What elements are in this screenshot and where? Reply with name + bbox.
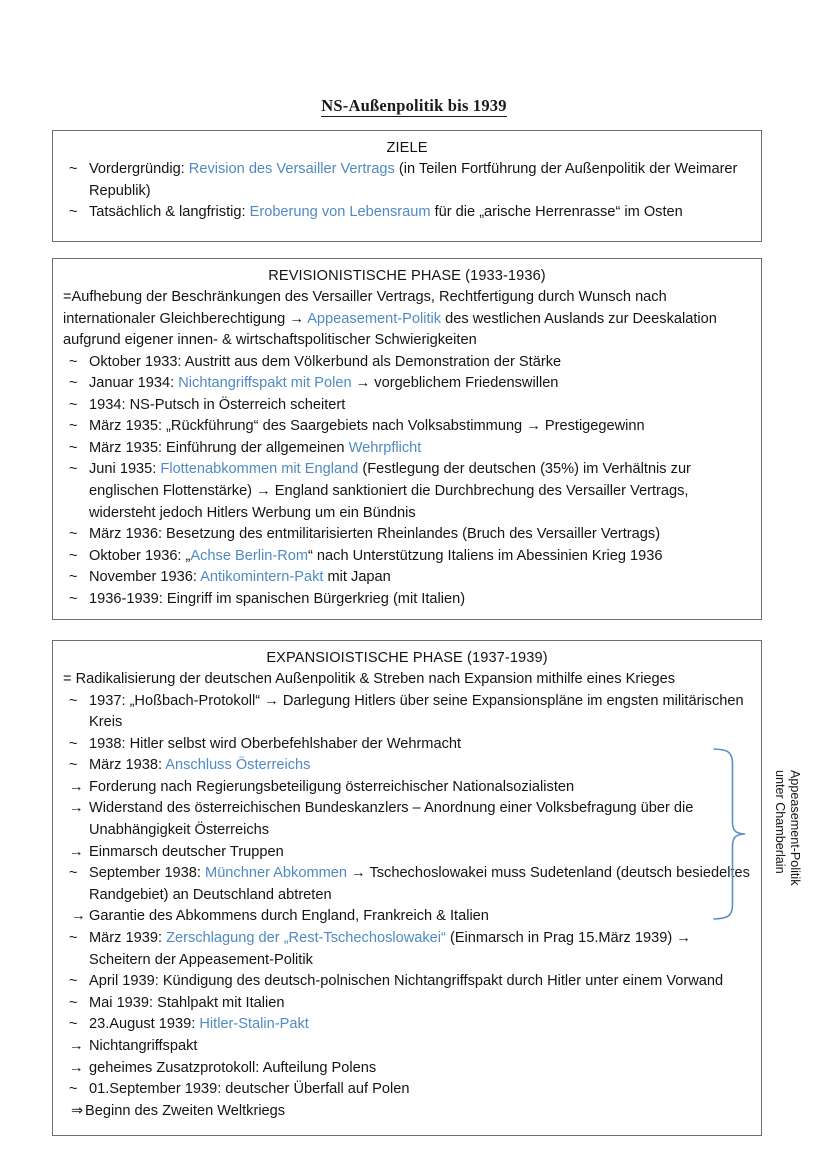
- text-run: September 1938:: [89, 865, 206, 882]
- highlighted-term: Antikomintern-Pakt: [200, 569, 324, 586]
- list-item: [63, 971, 751, 993]
- arrow-bullet-icon: →: [69, 1059, 84, 1076]
- list-item: [63, 798, 751, 841]
- list-item-text: [89, 1038, 197, 1054]
- list-item: [63, 863, 751, 906]
- text-run: Oktober 1933: Austritt aus dem Völkerbund als Demonstration der Stärke: [89, 353, 562, 370]
- list-item-text: [89, 591, 465, 607]
- section-expansionistische-phase-lead: [63, 669, 751, 691]
- list-item-text: [89, 161, 737, 199]
- list-item: [63, 459, 751, 524]
- list-item: [63, 416, 751, 438]
- arrow-bullet-icon: ⇒: [71, 1102, 84, 1119]
- section-expansionistische-phase: [52, 640, 762, 1136]
- text-run: → Tschechoslowakei muss Sudetenland (deutsch besiedeltes Randgebiet) an Deutschland abtreten: [89, 865, 750, 903]
- page-title: [0, 96, 828, 116]
- list-item: [63, 777, 751, 799]
- side-annotation-line2: unter Chamberlain: [773, 770, 787, 874]
- list-item-text: [89, 779, 574, 795]
- list-item-text: [89, 440, 421, 456]
- list-item-text: [89, 1081, 409, 1097]
- list-item: [63, 691, 751, 734]
- list-item-text: [89, 204, 683, 220]
- highlighted-term: Flottenabkommen mit England: [160, 461, 359, 478]
- list-item: [63, 438, 751, 460]
- list-item: [63, 842, 751, 864]
- list-item: [63, 755, 751, 777]
- list-item: [63, 1036, 751, 1058]
- tilde-bullet-icon: ~: [69, 461, 78, 478]
- list-item: [63, 906, 751, 928]
- text-run: = Radikalisierung der deutschen Außenpolitik & Streben nach Expansion mithilfe eines Krieges: [63, 671, 676, 687]
- tilde-bullet-icon: ~: [69, 161, 78, 177]
- list-item-text: [89, 397, 345, 413]
- list-item-text: [89, 973, 723, 989]
- text-run: Januar 1934:: [89, 375, 179, 392]
- tilde-bullet-icon: ~: [69, 757, 78, 774]
- highlighted-term: Anschluss Österreichs: [165, 757, 311, 774]
- tilde-bullet-icon: ~: [69, 692, 78, 709]
- text-run: Forderung nach Regierungsbeteiligung österreichischer Nationalsozialisten: [89, 778, 575, 795]
- list-item: [63, 546, 751, 568]
- tilde-bullet-icon: ~: [69, 547, 78, 564]
- text-run: → vorgeblichem Friedenswillen: [351, 375, 559, 392]
- list-item-text: [89, 354, 561, 370]
- text-run: November 1936:: [89, 569, 201, 586]
- arrow-bullet-icon: →: [69, 843, 84, 860]
- text-run: Tatsächlich & langfristig:: [89, 204, 250, 221]
- tilde-bullet-icon: ~: [69, 973, 78, 990]
- page-title-text: NS-Außenpolitik bis 1939: [321, 96, 507, 115]
- highlighted-term: Appeasement-Politik: [307, 310, 442, 327]
- list-item-text: [89, 995, 285, 1011]
- section-expansionistische-phase-list: [63, 691, 751, 1123]
- tilde-bullet-icon: ~: [69, 526, 78, 543]
- list-item-text: [89, 461, 691, 520]
- tilde-bullet-icon: ~: [69, 375, 78, 392]
- arrow-bullet-icon: →: [69, 1038, 84, 1054]
- highlighted-term: Zerschlagung der „Rest-Tschechoslowakei“: [166, 930, 446, 947]
- tilde-bullet-icon: ~: [69, 994, 78, 1011]
- side-annotation: [772, 770, 812, 920]
- text-run: April 1939: Kündigung des deutsch-polnischen Nichtangriffspakt durch Hitler unter einem Vorwand: [89, 973, 724, 990]
- list-item: [63, 395, 751, 417]
- list-item: [63, 1014, 751, 1036]
- text-run: Oktober 1936: „: [89, 547, 191, 564]
- list-item: [63, 589, 751, 611]
- text-run: (in Teilen Fortführung der Außenpolitik der Weimarer Republik): [89, 161, 738, 199]
- text-run: des westlichen Auslands zur Deeskalation aufgrund eigener innen- & wirtschaftspolitischer Schwierigkeiten: [63, 310, 717, 348]
- tilde-bullet-icon: ~: [69, 439, 78, 456]
- list-item: [63, 1058, 751, 1080]
- section-ziele-list: [63, 159, 751, 224]
- text-run: Mai 1939: Stahlpakt mit Italien: [89, 994, 285, 1011]
- list-item: [63, 352, 751, 374]
- tilde-bullet-icon: ~: [69, 396, 78, 413]
- tilde-bullet-icon: ~: [69, 735, 78, 752]
- list-item: [63, 524, 751, 546]
- tilde-bullet-icon: ~: [69, 353, 78, 370]
- list-item-text: [89, 526, 660, 542]
- tilde-bullet-icon: ~: [69, 569, 78, 586]
- text-run: 1934: NS-Putsch in Österreich scheitert: [89, 396, 346, 413]
- text-run: 01.September 1939: deutscher Überfall auf Polen: [89, 1081, 410, 1098]
- text-run: März 1938:: [89, 757, 166, 774]
- text-run: Widerstand des österreichischen Bundeskanzlers – Anordnung einer Volksbefragung über die Unabhängigkeit Österreichs: [89, 800, 694, 839]
- list-item-text: [89, 865, 750, 903]
- text-run: März 1939:: [89, 930, 167, 947]
- list-item: [63, 202, 751, 224]
- list-item-text: [89, 693, 744, 731]
- list-item: [63, 734, 751, 756]
- text-run: 1938: Hitler selbst wird Oberbefehlshaber der Wehrmacht: [89, 735, 462, 752]
- section-revisionistische-phase: [52, 258, 762, 620]
- list-item: [63, 928, 751, 971]
- list-item-text: [89, 844, 284, 860]
- highlighted-term: Revision des Versailler Vertrags: [188, 161, 395, 177]
- highlighted-term: Eroberung von Lebensraum: [249, 204, 431, 221]
- list-item-text: [89, 757, 310, 773]
- section-ziele: [52, 130, 762, 242]
- list-item: [63, 567, 751, 589]
- tilde-bullet-icon: ~: [69, 865, 78, 882]
- list-item-text: [89, 418, 645, 434]
- tilde-bullet-icon: ~: [69, 930, 78, 947]
- highlighted-term: Achse Berlin-Rom: [190, 547, 309, 564]
- list-item-text: [89, 548, 663, 564]
- text-run: März 1936: Besetzung des entmilitarisierten Rheinlandes (Bruch des Versailler Vertrags): [89, 526, 661, 543]
- side-annotation-line1: Appeasement-Politik: [788, 770, 802, 886]
- list-item-text: [89, 1016, 309, 1032]
- list-item: [63, 373, 751, 395]
- text-run: Vordergründig:: [89, 161, 189, 177]
- text-run: März 1935: Einführung der allgemeinen: [89, 439, 349, 456]
- section-revisionistische-phase-list: [63, 352, 751, 611]
- list-item: [63, 1079, 751, 1101]
- highlighted-term: Wehrpflicht: [348, 439, 422, 456]
- text-run: für die „arische Herrenrasse“ im Osten: [430, 204, 683, 221]
- text-run: 1937: „Hoßbach-Protokoll“ → Darlegung Hitlers über seine Expansionspläne im engsten militärischen Kreis: [89, 692, 744, 731]
- list-item-text: [89, 908, 489, 924]
- text-run: 1936-1939: Eingriff im spanischen Bürgerkrieg (mit Italien): [89, 591, 466, 608]
- text-run: “ nach Unterstützung Italiens im Abessinien Krieg 1936: [308, 547, 663, 564]
- section-ziele-title: ZIELE: [386, 140, 428, 156]
- list-item-text: [89, 930, 691, 968]
- tilde-bullet-icon: ~: [69, 1081, 78, 1098]
- section-revisionistische-phase-lead: [63, 287, 751, 352]
- text-run: Juni 1935:: [89, 461, 161, 478]
- text-run: März 1935: „Rückführung“ des Saargebiets nach Volksabstimmung → Prestigegewinn: [89, 418, 645, 435]
- list-item-text: [89, 569, 391, 585]
- text-run: =Aufhebung der Beschränkungen des Versailler Vertrags, Rechtfertigung durch Wunsch nach internationaler Gleichberechtigung →: [63, 289, 667, 327]
- tilde-bullet-icon: ~: [69, 591, 78, 608]
- text-run: geheimes Zusatzprotokoll: Aufteilung Polens: [89, 1059, 377, 1076]
- text-run: (Festlegung der deutschen (35%) im Verhältnis zur englischen Flottenstärke) → England sanktioniert die Durchbrechung des Versailler Vertrags, widersteht jedoch Hitlers Werbung um ein Bündnis: [89, 461, 691, 521]
- highlighted-term: Münchner Abkommen: [205, 865, 347, 882]
- list-item-text: [85, 1103, 285, 1119]
- list-item: [63, 159, 751, 202]
- highlighted-term: Hitler-Stalin-Pakt: [199, 1016, 309, 1033]
- text-run: Garantie des Abkommens durch England, Frankreich & Italien: [89, 908, 489, 925]
- tilde-bullet-icon: ~: [69, 418, 78, 435]
- text-run: Beginn des Zweiten Weltkriegs: [85, 1102, 286, 1119]
- tilde-bullet-icon: ~: [69, 1016, 78, 1033]
- text-run: 23.August 1939:: [89, 1016, 200, 1033]
- arrow-bullet-icon: →: [71, 908, 86, 925]
- list-item-text: [89, 375, 558, 391]
- text-run: mit Japan: [323, 569, 391, 586]
- arrow-bullet-icon: →: [69, 778, 84, 795]
- list-item: [63, 1101, 751, 1123]
- list-item-text: [89, 1060, 376, 1076]
- text-run: Nichtangriffspakt: [89, 1038, 198, 1054]
- section-expansionistische-phase-title: EXPANSIOISTISCHE PHASE (1937-1939): [266, 650, 548, 666]
- list-item-text: [89, 736, 461, 752]
- text-run: Einmarsch deutscher Truppen: [89, 843, 284, 860]
- text-run: (Einmarsch in Prag 15.März 1939) → Scheitern der Appeasement-Politik: [89, 930, 691, 968]
- section-revisionistische-phase-title: REVISIONISTISCHE PHASE (1933-1936): [268, 268, 546, 284]
- highlighted-term: Nichtangriffspakt mit Polen: [178, 375, 352, 392]
- list-item-text: [89, 800, 693, 838]
- tilde-bullet-icon: ~: [69, 204, 78, 221]
- arrow-bullet-icon: →: [69, 800, 84, 817]
- list-item: [63, 993, 751, 1015]
